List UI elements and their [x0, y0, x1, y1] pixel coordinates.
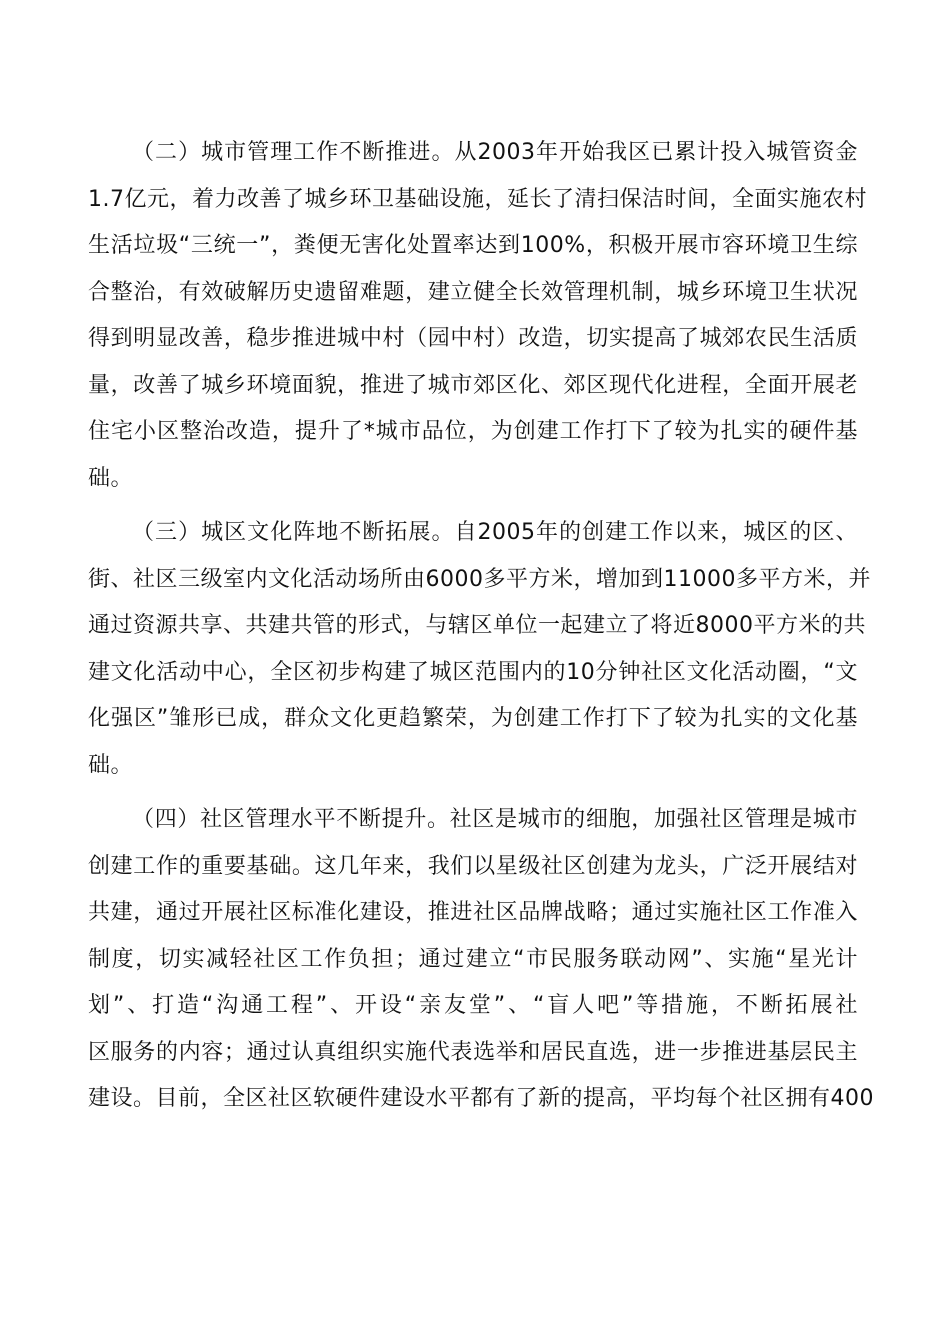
text-line: 化强区”雏形已成，群众文化更趋繁荣，为创建工作打下了较为扎实的文化基	[88, 706, 858, 731]
text-line: 生活垃圾“三统一”，粪便无害化处置率达到100%，积极开展市容环境卫生综	[88, 233, 858, 258]
paragraph-gap	[88, 789, 858, 797]
text-line: 得到明显改善，稳步推进城中村（园中村）改造，切实提高了城郊农民生活质	[88, 326, 858, 351]
text-line: 量，改善了城乡环境面貌，推进了城市郊区化、郊区现代化进程，全面开展老	[88, 372, 858, 398]
text-line: （三）城区文化阵地不断拓展。自2005年的创建工作以来，城区的区、	[132, 520, 858, 545]
text-line: （二）城市管理工作不断推进。从2003年开始我区已累计投入城管资金	[132, 140, 858, 165]
text-line: 制度，切实减轻社区工作负担；通过建立“市民服务联动网”、实施“星光计	[88, 946, 858, 972]
text-line: 合整治，有效破解历史遗留难题，建立健全长效管理机制，城乡环境卫生状况	[88, 279, 858, 305]
text-line: 通过资源共享、共建共管的形式，与辖区单位一起建立了将近8000平方米的共	[88, 613, 866, 638]
text-line: （四）社区管理水平不断提升。社区是城市的细胞，加强社区管理是城市	[132, 807, 858, 832]
text-line: 区服务的内容；通过认真组织实施代表选举和居民直选，进一步推进基层民主	[88, 1039, 858, 1065]
text-line: 础。	[88, 465, 134, 491]
text-line: 创建工作的重要基础。这几年来，我们以星级社区创建为龙头，广泛开展结对	[88, 853, 858, 879]
text-line: 建文化活动中心，全区初步构建了城区范围内的10分钟社区文化活动圈，“文	[88, 659, 858, 685]
text-line: 住宅小区整治改造，提升了*城市品位，为创建工作打下了较为扎实的硬件基	[88, 419, 858, 444]
document-body	[88, 130, 874, 1123]
paragraph-gap	[88, 502, 858, 510]
text-line: 础。	[88, 752, 134, 778]
paragraph-culture	[88, 510, 871, 789]
text-line: 建设。目前，全区社区软硬件建设水平都有了新的提高，平均每个社区拥有400	[88, 1086, 874, 1111]
paragraph-city-management	[88, 130, 867, 502]
text-line: 1.7亿元，着力改善了城乡环卫基础设施，延长了清扫保洁时间，全面实施农村	[88, 186, 867, 212]
paragraph-community	[88, 797, 874, 1123]
text-line: 街、社区三级室内文化活动场所由6000多平方米，增加到11000多平方米，并	[88, 566, 871, 592]
text-line: 共建，通过开展社区标准化建设，推进社区品牌战略；通过实施社区工作准入	[88, 900, 858, 925]
text-line: 划”、打造“沟通工程”、开设“亲友堂”、“盲人吧”等措施，不断拓展社	[88, 993, 858, 1018]
